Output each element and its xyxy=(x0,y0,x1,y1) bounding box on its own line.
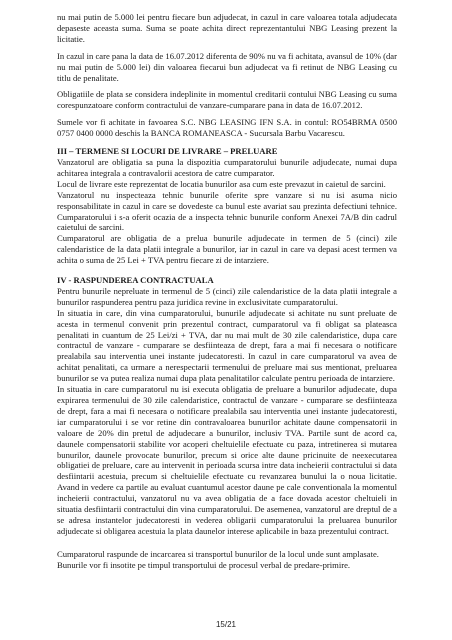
payment-paragraph-4: Sumele vor fi achitate in favoarea S.C. NBG LEASING IFN S.A. in contul: RO54BRMA 0500 0757 0400 0000 deschis la BANCA ROMANEASCA - Sucursala Barbu Vacarescu. xyxy=(57,117,397,139)
section-3-paragraph-2: Locul de livrare este reprezentat de locatia bunurilor asa cum este prevazut in caietul de sarcini. xyxy=(57,178,386,189)
transport-block xyxy=(57,549,397,571)
payment-paragraph-3: Obligatiile de plata se considera indeplinite in momentul creditarii contului NBG Leasing cu suma corespunzatoare conform contractului de vanzare-cumparare pana in data de 16.07.2012. xyxy=(57,89,397,111)
section-3-heading: III – TERMENE SI LOCURI DE LIVRARE – PRELUARE xyxy=(57,146,278,157)
page-number: 15/21 xyxy=(215,620,237,629)
section-3-paragraph-3: Vanzatorul nu inspecteaza tehnic bunurile oferite spre vanzare si nu isi asuma nicio responsabilitate in cazul in care se dovedeste ca bunul este avariat sau prezinta defectiuni tehnice. Cumparatorului i s-a oferit ocazia de a inspecta tehnic bunurile conform Anexei 7A/B din cadrul caietului de sarcini. xyxy=(57,189,397,233)
section-4-paragraph-3: In situatia in care cumparatorul nu isi executa obligatia de preluare a bunurilor adjudecate, dupa expirarea termenului de 30 zile calendaristice, contractul de vanzare - cumparare se desfiinteaza de drept, fara a mai fi necesara o notificare prealabila sau interventia unei instante judecatoresti, iar cumparatorului i se vor retine din contravaloarea bunurilor achitate daune compensatorii in valoare de 20% din pretul de adjudecare a bunurilor, inclusiv TVA. Partile sunt de acord ca, daunele compensatorii stabilite vor acoperi cheltuielile efectuate cu paza, intretinerea si mutarea bunurilor, daunele provocate bunurilor, precum si orice alte daune pricinuite de neexecutarea obligatiei de preluare, care au intervenit in perioada scursa intre data incheierii contractului si data desfiintarii acestuia, precum si cheltuielile efectuate cu revanzarea bunului la o noua licitatie. Avand in vedere ca partile au evaluat cuantumul acestor daune pe cale conventionala la momentul incheierii contractului, vanzatorul nu va avea obligatia de a face dovada acestor cheltuieli in situatia desfiintarii contractului din vina cumparatorului. De asemenea, vanzatorul are dreptul de a se adresa instantelor judecatoresti in vederea obligarii cumparatorului la preluarea bunurilor adjudecate si obligarea acestuia la plata daunelor interese aplicabile in baza prezentului contract. xyxy=(57,384,397,536)
transport-paragraph-2: Bunurile vor fi insotite pe timpul transportului de procesul verbal de predare-primire. xyxy=(57,559,351,570)
section-3-paragraph-1: Vanzatorul are obligatia sa puna la dispozitia cumparatorului bunurile adjudecate, numai dupa achitarea integrala a contravalorii acestora de catre cumparator. xyxy=(57,156,397,178)
section-4-heading: IV - RASPUNDEREA CONTRACTUALA xyxy=(57,275,214,286)
section-4-paragraph-1: Pentru bunurile nepreluate in termenul de 5 (cinci) zile calendaristice de la data platii integrale a bunurilor raspunderea pentru paza juridica revine in exclusivitate cumparatorului. xyxy=(57,285,397,307)
section-4-paragraph-2: In situatia in care, din vina cumparatorului, bunurile adjudecate si achitate nu sunt preluate de acesta in termenul convenit prin prezentul contract, cumparatorul va fi obligat sa plateasca penalitati in cuantum de 25 Lei/zi + TVA, dar nu mai mult de 30 zile calendaristice, dupa care contractul de vanzare - cumparare se desfiinteaza de drept, fara a mai fi necesara o notificare prealabila sau interventia unei instante judecatoresti. In cazul in care cumparatorul va avea de achitat penalitati, ca urmare a nerespectarii termenului de preluare mai sus mentionat, preluarea bunurilor se va putea realiza numai dupa plata penalitatilor calculate pentru perioada de intarziere. xyxy=(57,307,397,384)
transport-paragraph-1: Cumparatorul raspunde de incarcarea si transportul bunurilor de la locul unde sunt amplasate. xyxy=(57,548,379,559)
payment-paragraph-1: nu mai putin de 5.000 lei pentru fiecare bun adjudecat, in cazul in care valoarea totala adjudecata depaseste aceasta suma. Suma se poate achita direct reprezentantului NBG Leasing prezent la licitatie. xyxy=(57,12,397,44)
payment-paragraph-2: In cazul in care pana la data de 16.07.2012 diferenta de 90% nu va fi achitata, avansul de 10% (dar nu mai putin de 5.000 lei) din valoarea fiecarui bun adjudecat va fi retinut de NBG Leasing cu titlu de penalitate. xyxy=(57,50,397,83)
section-3-paragraph-4: Cumparatorul are obligatia de a prelua bunurile adjudecate in termen de 5 (cinci) zile calendaristice de la data platii integrale a bunurilor, iar in cazul in care va depasi acest termen va achita o suma de 25 Lei + TVA pentru fiecare zi de intarziere. xyxy=(57,233,397,266)
